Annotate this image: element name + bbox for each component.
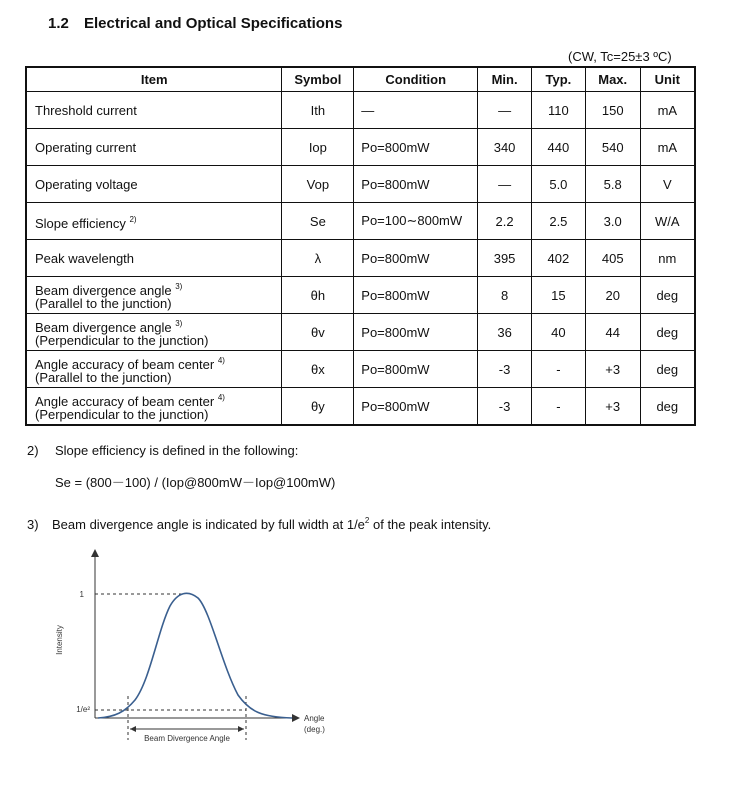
cell-unit: nm xyxy=(640,240,695,277)
item-subtitle: (Perpendicular to the junction) xyxy=(35,333,209,348)
item-name: Operating voltage xyxy=(35,176,138,192)
cell-unit: mA xyxy=(640,92,695,129)
cell-typ: 5.0 xyxy=(531,166,585,203)
item-footnote-ref: 3) xyxy=(175,282,183,291)
cell-condition: Po=800mW xyxy=(354,314,478,351)
cell-symbol: Vop xyxy=(282,166,354,203)
note-2-formula: Se = (800－100) / (Iop@800mW－Iop@100mW) xyxy=(55,475,336,490)
cell-min: ― xyxy=(478,92,532,129)
cell-unit: mA xyxy=(640,129,695,166)
cell-symbol: θv xyxy=(282,314,354,351)
beam-divergence-span-label: Beam Divergence Angle xyxy=(144,734,230,743)
cell-min: 2.2 xyxy=(478,203,532,240)
header-min: Min. xyxy=(478,67,532,92)
cell-condition: Po=800mW xyxy=(354,166,478,203)
item-subtitle: (Parallel to the junction) xyxy=(35,370,172,385)
cell-symbol: Se xyxy=(282,203,354,240)
cell-symbol: Iop xyxy=(282,129,354,166)
header-condition: Condition xyxy=(354,67,478,92)
x-axis-label-unit: (deg.) xyxy=(304,725,325,734)
cell-typ: 402 xyxy=(531,240,585,277)
cell-min: -3 xyxy=(478,388,532,426)
cell-unit: deg xyxy=(640,314,695,351)
width-arrow-right xyxy=(238,726,244,732)
item-name: Peak wavelength xyxy=(35,250,135,266)
item-name: Angle accuracy of beam center xyxy=(35,357,215,372)
tick-label-1-over-e2: 1/e² xyxy=(76,705,90,714)
cell-min: 8 xyxy=(478,277,532,314)
beam-intensity-curve xyxy=(98,593,292,718)
cell-condition: ― xyxy=(354,92,478,129)
header-typ: Typ. xyxy=(531,67,585,92)
item-name: Slope efficiency xyxy=(35,215,126,231)
item-subtitle: (Parallel to the junction) xyxy=(35,296,172,311)
x-axis-arrow xyxy=(292,714,300,722)
item-subtitle: (Perpendicular to the junction) xyxy=(35,407,209,422)
cell-min: ― xyxy=(478,166,532,203)
cell-unit: deg xyxy=(640,277,695,314)
cell-symbol: θy xyxy=(282,388,354,426)
cell-max: 150 xyxy=(585,92,640,129)
cell-typ: 15 xyxy=(531,277,585,314)
note-3-text-post: of the peak intensity. xyxy=(369,517,492,532)
cell-typ: - xyxy=(531,388,585,426)
item-name: Beam divergence angle xyxy=(35,283,172,298)
note-2-number: 2) xyxy=(27,443,39,458)
cell-symbol: θh xyxy=(282,277,354,314)
cell-unit: deg xyxy=(640,388,695,426)
test-conditions: (CW, Tc=25±3 ºC) xyxy=(568,49,672,64)
section-number: 1.2 xyxy=(48,15,69,32)
item-name: Operating current xyxy=(35,139,137,155)
x-axis-label-angle: Angle xyxy=(304,714,325,723)
item-name: Angle accuracy of beam center xyxy=(35,394,215,409)
cell-max: 44 xyxy=(585,314,640,351)
cell-max: 20 xyxy=(585,277,640,314)
item-footnote-ref: 4) xyxy=(217,356,225,365)
cell-max: 540 xyxy=(585,129,640,166)
cell-min: 36 xyxy=(478,314,532,351)
section-title: Electrical and Optical Specifications xyxy=(84,15,343,32)
item-footnote-ref: 2) xyxy=(129,214,137,224)
cell-unit: deg xyxy=(640,351,695,388)
tick-label-1: 1 xyxy=(79,590,84,599)
cell-max: 405 xyxy=(585,240,640,277)
y-axis-label: Intensity xyxy=(55,625,64,655)
cell-max: +3 xyxy=(585,388,640,426)
cell-max: 5.8 xyxy=(585,166,640,203)
y-axis-arrow xyxy=(91,549,99,557)
header-unit: Unit xyxy=(640,67,695,92)
item-footnote-ref: 3) xyxy=(175,319,183,328)
cell-unit: V xyxy=(640,166,695,203)
cell-condition: Po=800mW xyxy=(354,240,478,277)
note-2-text: Slope efficiency is defined in the following: xyxy=(55,443,299,458)
item-footnote-ref: 4) xyxy=(217,393,225,402)
cell-condition: Po=800mW xyxy=(354,388,478,426)
cell-typ: 40 xyxy=(531,314,585,351)
header-max: Max. xyxy=(585,67,640,92)
cell-condition: Po=800mW xyxy=(354,351,478,388)
header-item: Item xyxy=(26,67,282,92)
note-3-sup: 2 xyxy=(364,516,370,525)
cell-typ: 440 xyxy=(531,129,585,166)
cell-symbol: θx xyxy=(282,351,354,388)
cell-min: 340 xyxy=(478,129,532,166)
width-arrow-left xyxy=(130,726,136,732)
cell-unit: W/A xyxy=(640,203,695,240)
cell-max: +3 xyxy=(585,351,640,388)
cell-condition: Po=800mW xyxy=(354,129,478,166)
note-3-text-pre: Beam divergence angle is indicated by full width at 1/e xyxy=(52,517,365,532)
cell-condition: Po=800mW xyxy=(354,277,478,314)
cell-min: -3 xyxy=(478,351,532,388)
note-3-number: 3) xyxy=(27,517,39,532)
cell-max: 3.0 xyxy=(585,203,640,240)
cell-symbol: λ xyxy=(282,240,354,277)
cell-min: 395 xyxy=(478,240,532,277)
cell-typ: - xyxy=(531,351,585,388)
cell-typ: 2.5 xyxy=(531,203,585,240)
cell-typ: 110 xyxy=(531,92,585,129)
header-symbol: Symbol xyxy=(282,67,354,92)
item-name: Beam divergence angle xyxy=(35,320,172,335)
cell-symbol: Ith xyxy=(282,92,354,129)
item-name: Threshold current xyxy=(35,102,137,118)
cell-condition: Po=100∼800mW xyxy=(354,203,478,240)
